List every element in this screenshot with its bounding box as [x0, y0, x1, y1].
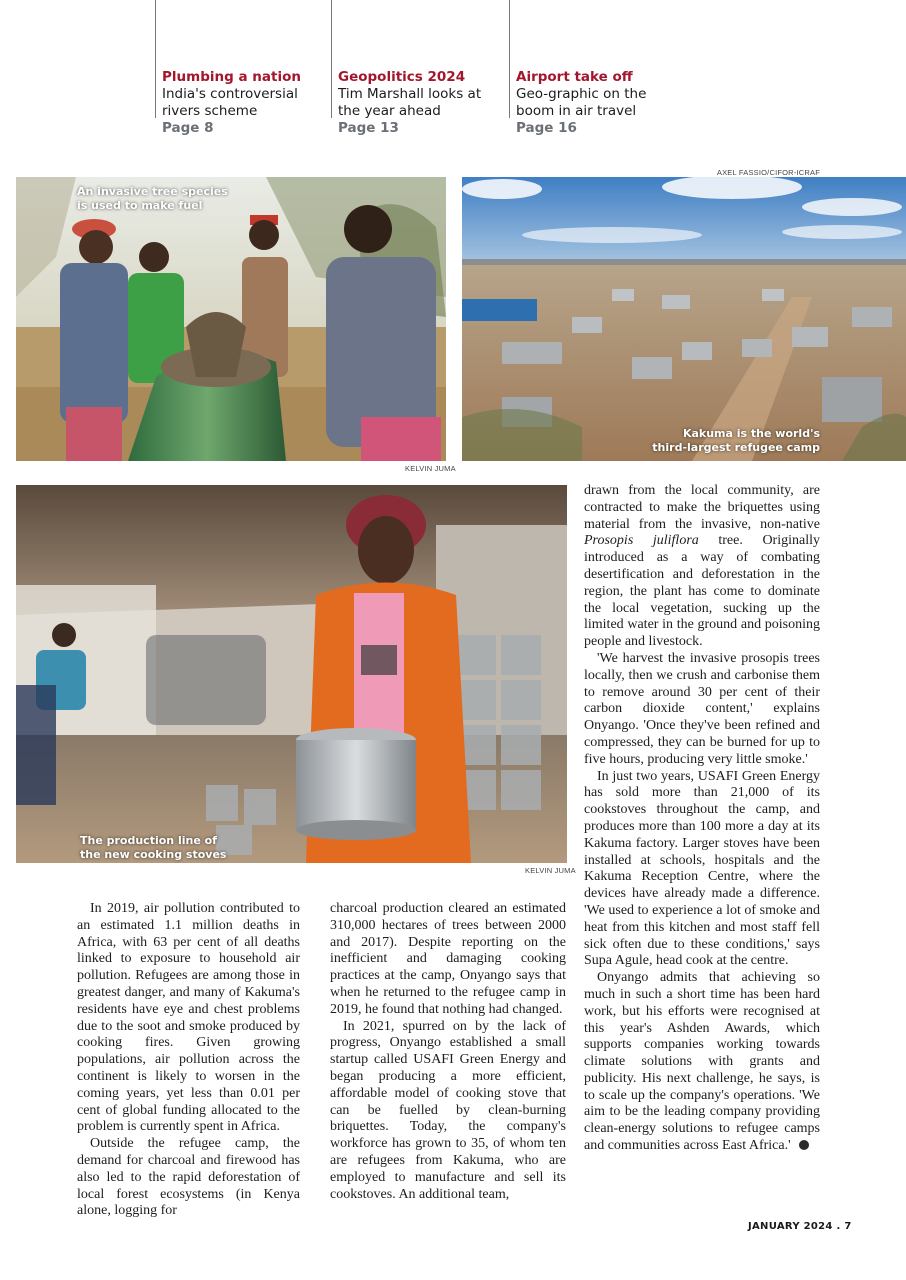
- paragraph: [584, 970, 820, 1155]
- stove-factory-image: [16, 485, 567, 863]
- text-run: tree. Originally introduced as a way of combating desertification and deforestation in the region, the plant has come to dominate the local vegetation, sucking up the limited water in the ground and poisoning people and livestock.: [584, 533, 820, 650]
- photo-caption-camp: [652, 427, 820, 455]
- caption-line: the new cooking stoves: [80, 848, 227, 861]
- teaser-desc-line: India's controversial: [162, 86, 298, 102]
- teaser-plumbing[interactable]: [155, 0, 325, 136]
- teaser-airport[interactable]: [509, 0, 679, 136]
- caption-line: An invasive tree species: [77, 185, 228, 198]
- teaser-desc-line: Tim Marshall looks at: [338, 86, 482, 102]
- photo-credit-fuel: KELVIN JUMA: [405, 464, 456, 473]
- caption-line: The production line of: [80, 834, 217, 847]
- text-run: drawn from the local community, are contracted to make the briquettes using material from the invasive, non-native: [584, 483, 820, 532]
- photo-fuel-workers: [16, 177, 446, 461]
- text-run: Onyango admits that achieving so much in such a short time has been hard work, but his efforts were recognised at this year's Ashden Awards, which supports companies working towards climate solutions with grants and publicity. His next challenge, he says, is to scale up the company's operations. 'We aim to be the leading company providing clean-energy solutions to refugee camps and communities across East Africa.': [584, 970, 820, 1154]
- photo-caption-stoves: [80, 834, 226, 862]
- caption-line: is used to make fuel: [77, 199, 203, 212]
- article-column-2: [330, 901, 566, 1203]
- teaser-desc-line: the year ahead: [338, 103, 441, 119]
- article-column-3: [584, 483, 820, 1155]
- paragraph: In just two years, USAFI Green Energy has sold more than 21,000 of its cookstoves throughout the camp, and produces more than 100 more a day at its Kakuma factory. Larger stoves have been installed at schools, hospitals and the Kakuma Reception Centre, where the devices have already made a difference. 'We used to experience a lot of smoke and heat from this kitchen and most staff fell sick often due to these conditions,' says Supa Agule, head cook at the centre.: [584, 768, 820, 969]
- photo-kakuma-camp: [462, 177, 906, 461]
- teaser-desc-line: rivers scheme: [162, 103, 258, 119]
- paragraph: In 2019, air pollution contributed to an estimated 1.1 million deaths in Africa, with 63 per cent of all deaths linked to exposure to household air pollution. Refugees are among those in greatest danger, and many of Kakuma's residents have eye and chest problems due to the soot and smoke produced by cooking fires. Given growing populations, air pollution across the continent is likely to worsen in the coming years, yet less than 0.01 per cent of global funding allocated to the problem is currently spent in Africa.: [77, 901, 300, 1135]
- caption-line: third-largest refugee camp: [652, 441, 820, 454]
- end-mark-icon: [799, 1140, 809, 1150]
- photo-stove-factory: [16, 485, 567, 863]
- kakuma-camp-image: [462, 177, 906, 461]
- teaser-title: Airport take off: [516, 69, 633, 85]
- page-folio: JANUARY 2024 . 7: [748, 1221, 852, 1232]
- photo-credit-stoves: KELVIN JUMA: [525, 866, 576, 875]
- fuel-workers-image: [16, 177, 446, 461]
- photo-caption-fuel: [77, 185, 228, 213]
- article-column-1: [77, 901, 300, 1220]
- paragraph: 'We harvest the invasive prosopis trees locally, then we crush and carbonise them to remove around 30 per cent of their carbon dioxide content,' explains Onyango. 'Once they've been refined and compressed, they can be burned for up to five hours, producing very little smoke.': [584, 650, 820, 767]
- paragraph: In 2021, spurred on by the lack of progress, Onyango established a small startup called USAFI Green Energy and began producing a more efficient, affordable model of cooking stove that can be fuelled by clean-burning briquettes. Today, the company's workforce has grown to 35, of whom ten are refugees from Kakuma, who are employed to manufacture and sell its cookstoves. An additional team,: [330, 1018, 566, 1202]
- paragraph: [584, 483, 820, 651]
- teaser-desc-line: boom in air travel: [516, 103, 637, 119]
- teaser-title: Plumbing a nation: [162, 69, 301, 85]
- photo-credit-camp: AXEL FASSIO/CIFOR-ICRAF: [716, 168, 820, 177]
- teaser-page: Page 16: [516, 120, 577, 136]
- teaser-page: Page 13: [338, 120, 399, 136]
- teaser-desc-line: Geo-graphic on the: [516, 86, 647, 102]
- paragraph: Outside the refugee camp, the demand for charcoal and firewood has also led to the rapid deforestation of local forest ecosystems (in Kenya alone, logging for: [77, 1136, 300, 1219]
- teaser-page: Page 8: [162, 120, 214, 136]
- paragraph: charcoal production cleared an estimated 310,000 hectares of trees between 2000 and 2017). Despite reporting on the inefficient and damaging cooking practices at the camp, Onyango says that when he returned to the refugee camp in 2019, he found that nothing had changed.: [330, 901, 566, 1017]
- caption-line: Kakuma is the world's: [682, 427, 820, 440]
- species-name: Prosopis juliflora: [584, 533, 699, 549]
- teaser-title: Geopolitics 2024: [338, 69, 466, 85]
- teaser-geopolitics[interactable]: [331, 0, 501, 136]
